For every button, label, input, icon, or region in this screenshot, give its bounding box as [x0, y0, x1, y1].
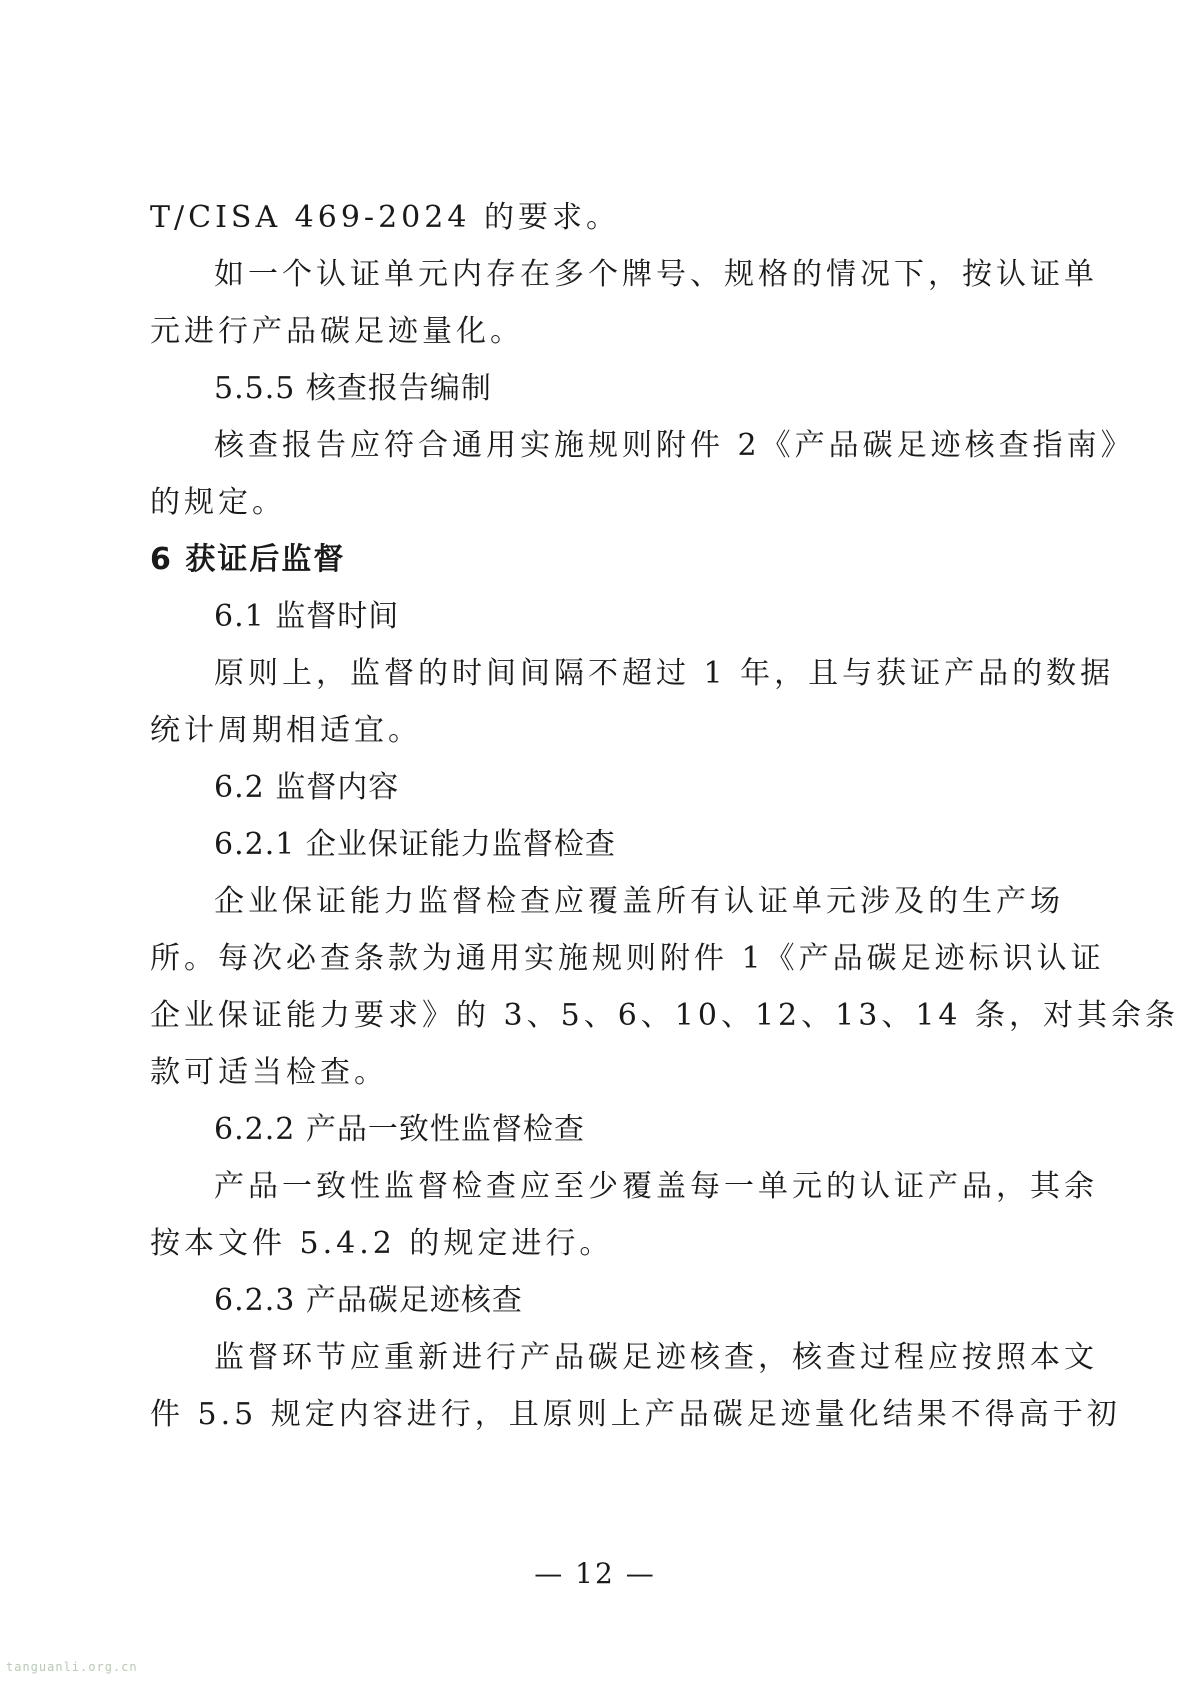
watermark: tanguanli.org.cn [6, 1660, 138, 1674]
text-line: 企业保证能力要求》的 3、5、6、10、12、13、14 条，对其余条 [150, 998, 1180, 1033]
section-heading: 6.2.2 产品一致性监督检查 [214, 1112, 585, 1147]
text-line: 元进行产品碳足迹量化。 [150, 314, 524, 349]
text-line: 企业保证能力监督检查应覆盖所有认证单元涉及的生产场 [214, 884, 1064, 919]
section-heading: 6.2.1 企业保证能力监督检查 [214, 827, 616, 862]
text-line: T/CISA 469-2024 的要求。 [150, 200, 620, 235]
text-line: 款可适当检查。 [150, 1055, 388, 1090]
page-number: — 12 — [534, 1557, 656, 1590]
text-line: 的规定。 [150, 485, 286, 520]
text-line: 监督环节应重新进行产品碳足迹核查，核查过程应按照本文 [214, 1340, 1098, 1375]
text-line: 件 5.5 规定内容进行，且原则上产品碳足迹量化结果不得高于初 [150, 1397, 1121, 1432]
text-line: 统计周期相适宜。 [150, 713, 422, 748]
text-line: 原则上，监督的时间间隔不超过 1 年，且与获证产品的数据 [214, 656, 1115, 691]
text-line: 产品一致性监督检查应至少覆盖每一单元的认证产品，其余 [214, 1169, 1098, 1204]
section-heading: 6.2.3 产品碳足迹核查 [214, 1283, 523, 1318]
section-heading: 6.2 监督内容 [214, 770, 400, 805]
text-line: 按本文件 5.4.2 的规定进行。 [150, 1226, 614, 1261]
chapter-heading: 6 获证后监督 [150, 542, 346, 577]
text-line: 核查报告应符合通用实施规则附件 2《产品碳足迹核查指南》 [214, 428, 1135, 463]
text-line: 所。每次必查条款为通用实施规则附件 1《产品碳足迹标识认证 [150, 941, 1105, 976]
section-heading: 6.1 监督时间 [214, 599, 400, 634]
text-line: 如一个认证单元内存在多个牌号、规格的情况下，按认证单 [214, 257, 1098, 292]
section-heading: 5.5.5 核查报告编制 [214, 371, 492, 406]
